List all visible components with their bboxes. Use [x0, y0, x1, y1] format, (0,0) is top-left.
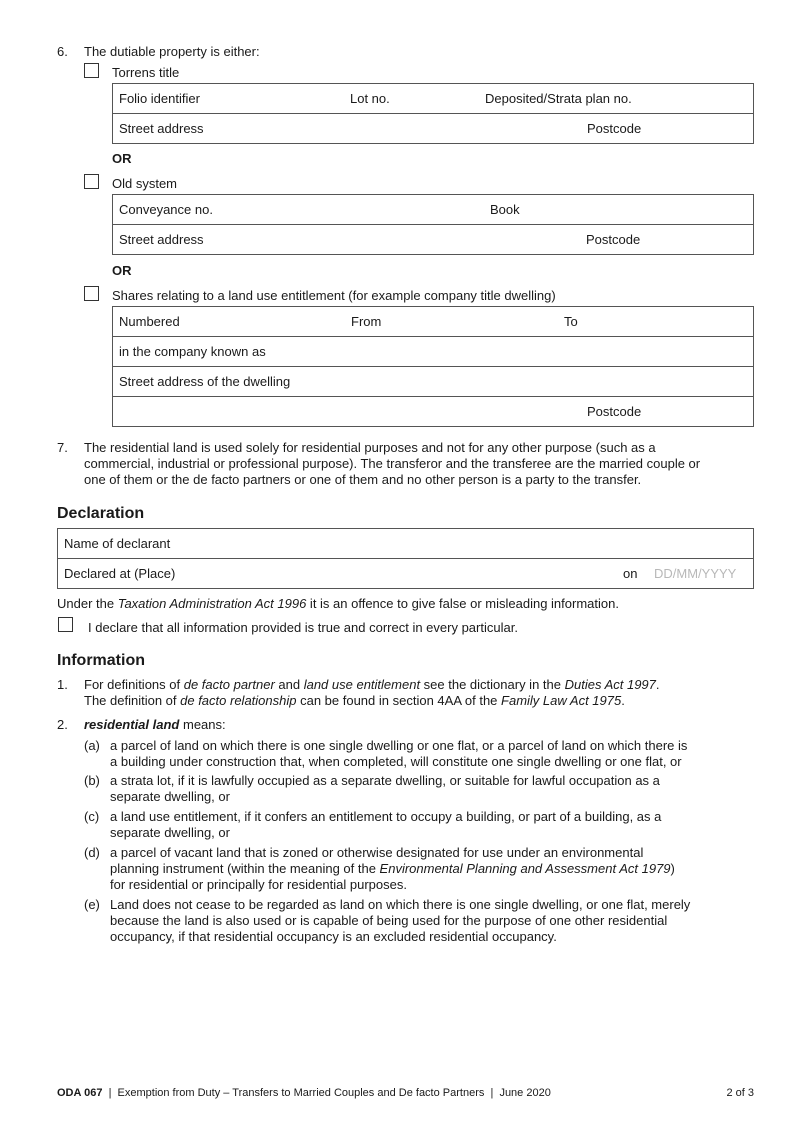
shares-postcode-field[interactable]: Postcode	[587, 404, 642, 419]
info-1-text	[84, 677, 660, 709]
plan-no-field[interactable]: Deposited/Strata plan no.	[485, 91, 632, 106]
q6-text: The dutiable property is either:	[84, 44, 260, 59]
numbered-field[interactable]: Numbered	[119, 314, 180, 329]
sub-e-label: (e)	[84, 897, 100, 912]
warning-suffix: it is an offence to give false or misleading information.	[306, 596, 619, 611]
info-1-line-1	[84, 677, 660, 693]
torrens-row-2	[112, 114, 754, 144]
torrens-postcode-field[interactable]: Postcode	[587, 121, 642, 136]
declared-at-row	[57, 559, 754, 589]
or-label-1: OR	[112, 151, 132, 166]
old-system-row-2	[112, 225, 754, 255]
folio-identifier-field[interactable]: Folio identifier	[119, 91, 200, 106]
declarant-name-field[interactable]: Name of declarant	[64, 536, 171, 551]
sub-b-line-2: separate dwelling, or	[110, 789, 230, 804]
info-1-e: see the dictionary in the	[420, 677, 565, 692]
book-field[interactable]: Book	[490, 202, 520, 217]
q7-line-1: The residential land is used solely for residential purposes and not for any other purpose (such as a	[84, 440, 656, 455]
info-1-g: .	[655, 677, 660, 692]
info-1-j: can be found in section 4AA of the	[296, 693, 502, 708]
sub-b-label: (b)	[84, 773, 100, 788]
old-system-row-1	[112, 194, 754, 225]
old-system-checkbox[interactable]	[84, 174, 99, 189]
q6-number: 6.	[57, 44, 68, 59]
info-1-l: .	[621, 693, 625, 708]
sub-d-line-1: a parcel of vacant land that is zoned or otherwise designated for use under an environmental	[110, 845, 644, 860]
info-1-b: de facto partner	[183, 677, 275, 692]
warning-act: Taxation Administration Act 1996	[117, 596, 307, 611]
on-label: on	[623, 566, 638, 581]
sub-e-line-3: occupancy, if that residential occupancy is an excluded residential occupancy.	[110, 929, 557, 944]
old-system-street-address-field[interactable]: Street address	[119, 232, 204, 247]
footer-title: | Exemption from Duty – Transfers to Married Couples and De facto Partners | June 2020	[102, 1087, 551, 1099]
sub-c-line-2: separate dwelling, or	[110, 825, 230, 840]
q7-text	[84, 440, 700, 488]
or-label-2: OR	[112, 263, 132, 278]
info-2-means: means:	[179, 717, 226, 732]
page-number: 2 of 3	[726, 1087, 754, 1099]
declaration-heading: Declaration	[57, 505, 145, 522]
footer-text	[57, 1087, 551, 1099]
sub-a-label: (a)	[84, 738, 100, 753]
sub-b-line-1: a strata lot, if it is lawfully occupied as a separate dwelling, or suitable for lawful occupation as a	[110, 773, 660, 788]
q7-number: 7.	[57, 440, 68, 455]
sub-c-line-1: a land use entitlement, if it confers an entitlement to occupy a building, or part of a building, as a	[110, 809, 662, 824]
sub-d-line-2	[110, 861, 675, 877]
shares-checkbox[interactable]	[84, 286, 99, 301]
warning-prefix: Under the	[57, 596, 118, 611]
sub-d-2c: )	[670, 861, 675, 876]
sub-a-line-2: a building under construction that, when completed, will constitute one single dwelling or one flat, or	[110, 754, 682, 769]
torrens-street-address-field[interactable]: Street address	[119, 121, 204, 136]
info-1-number: 1.	[57, 677, 68, 692]
declaration-confirm-checkbox[interactable]	[58, 617, 73, 632]
dwelling-street-address-field[interactable]: Street address of the dwelling	[119, 374, 291, 389]
sub-b-text	[110, 773, 660, 805]
lot-no-field[interactable]: Lot no.	[350, 91, 390, 106]
declaration-date-field[interactable]: DD/MM/YYYY	[654, 566, 737, 581]
sub-c-text	[110, 809, 661, 841]
info-1-i: de facto relationship	[180, 693, 297, 708]
shares-row-3	[112, 367, 754, 397]
sub-d-line-3: for residential or principally for residential purposes.	[110, 877, 407, 892]
declared-at-place-field[interactable]: Declared at (Place)	[64, 566, 176, 581]
old-system-label: Old system	[112, 176, 178, 191]
info-1-h: The definition of	[84, 693, 181, 708]
shares-label: Shares relating to a land use entitlement (for example company title dwelling)	[112, 288, 556, 303]
info-1-line-2	[84, 693, 660, 709]
info-2-number: 2.	[57, 717, 68, 732]
conveyance-no-field[interactable]: Conveyance no.	[119, 202, 213, 217]
torrens-title-label: Torrens title	[112, 65, 180, 80]
sub-e-line-2: because the land is also used or is capable of being used for the purpose of one other residential	[110, 913, 668, 928]
declaration-confirm-label: I declare that all information provided is true and correct in every particular.	[88, 620, 518, 635]
sub-d-label: (d)	[84, 845, 100, 860]
old-system-postcode-field[interactable]: Postcode	[586, 232, 641, 247]
info-2-title	[84, 717, 226, 732]
sub-d-2a: planning instrument (within the meaning of the	[110, 861, 380, 876]
shares-row-1	[112, 306, 754, 337]
q7-line-3: one of them or the de facto partners or one of them and no other person is a party to the transfer.	[84, 472, 642, 487]
sub-a-text	[110, 738, 687, 770]
info-1-f: Duties Act 1997	[564, 677, 656, 692]
declarant-name-row	[57, 528, 754, 559]
info-1-d: land use entitlement	[303, 677, 421, 692]
shares-row-4	[112, 397, 754, 427]
sub-c-label: (c)	[84, 809, 100, 824]
information-heading: Information	[57, 652, 145, 669]
q7-line-2: commercial, industrial or professional purpose). The transferor and the transferee are the married couple or	[84, 456, 701, 471]
sub-a-line-1: a parcel of land on which there is one single dwelling or one flat, or a parcel of land on which there is	[110, 738, 688, 753]
false-information-warning	[57, 596, 619, 611]
residential-land-term: residential land	[84, 717, 180, 732]
to-field[interactable]: To	[564, 314, 578, 329]
torrens-row-1	[112, 83, 754, 114]
from-field[interactable]: From	[351, 314, 382, 329]
sub-e-text	[110, 897, 690, 945]
info-1-c: and	[274, 677, 304, 692]
sub-d-text	[110, 845, 675, 893]
info-1-a: For definitions of	[84, 677, 184, 692]
sub-d-2b: Environmental Planning and Assessment Act 1979	[379, 861, 671, 876]
footer-form-code: ODA 067	[57, 1087, 103, 1099]
info-1-k: Family Law Act 1975	[501, 693, 622, 708]
sub-e-line-1: Land does not cease to be regarded as land on which there is one single dwelling, or one flat, merely	[110, 897, 691, 912]
company-name-field[interactable]: in the company known as	[119, 344, 266, 359]
torrens-title-checkbox[interactable]	[84, 63, 99, 78]
shares-row-2	[112, 337, 754, 367]
